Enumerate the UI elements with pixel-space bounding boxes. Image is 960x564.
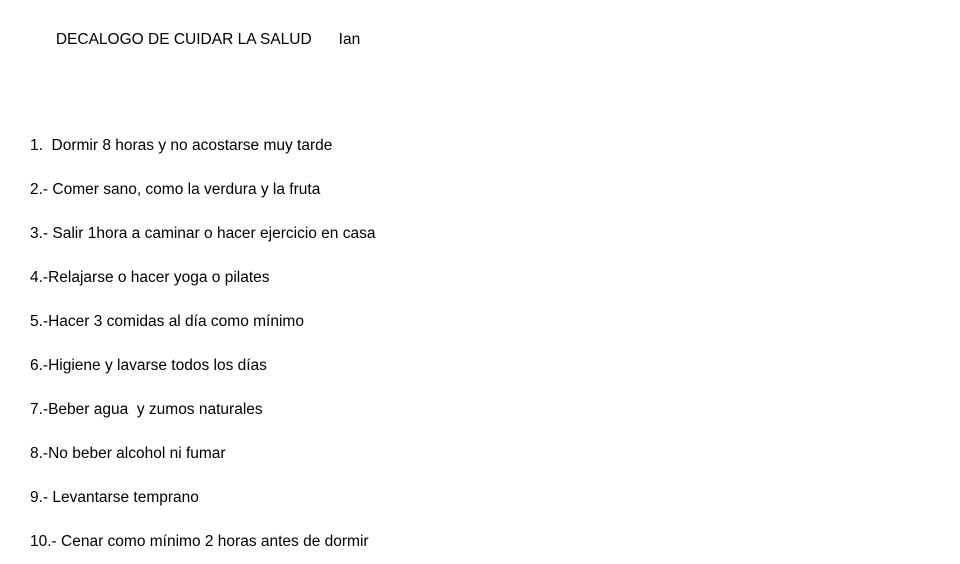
list-item: 10.- Cenar como mínimo 2 horas antes de dormir <box>30 533 369 550</box>
list-item: 1. Dormir 8 horas y no acostarse muy tarde <box>30 137 333 154</box>
list-item: 5.-Hacer 3 comidas al día como mínimo <box>30 313 304 330</box>
document-content <box>30 0 940 564</box>
document-title: DECALOGO DE CUIDAR LA SALUD <box>55 31 312 48</box>
list-item: 6.-Higiene y lavarse todos los días <box>30 357 267 374</box>
document-author: Ian <box>338 31 361 48</box>
decalogo-list <box>30 124 940 564</box>
list-item: 8.-No beber alcohol ni fumar <box>30 445 226 462</box>
list-item: 7.-Beber agua y zumos naturales <box>30 401 263 418</box>
list-item: 3.- Salir 1hora a caminar o hacer ejercicio en casa <box>30 225 376 242</box>
title-line <box>30 0 940 68</box>
list-item: 9.- Levantarse temprano <box>30 489 199 506</box>
list-item: 4.-Relajarse o hacer yoga o pilates <box>30 269 270 286</box>
list-item: 2.- Comer sano, como la verdura y la fruta <box>30 181 321 198</box>
